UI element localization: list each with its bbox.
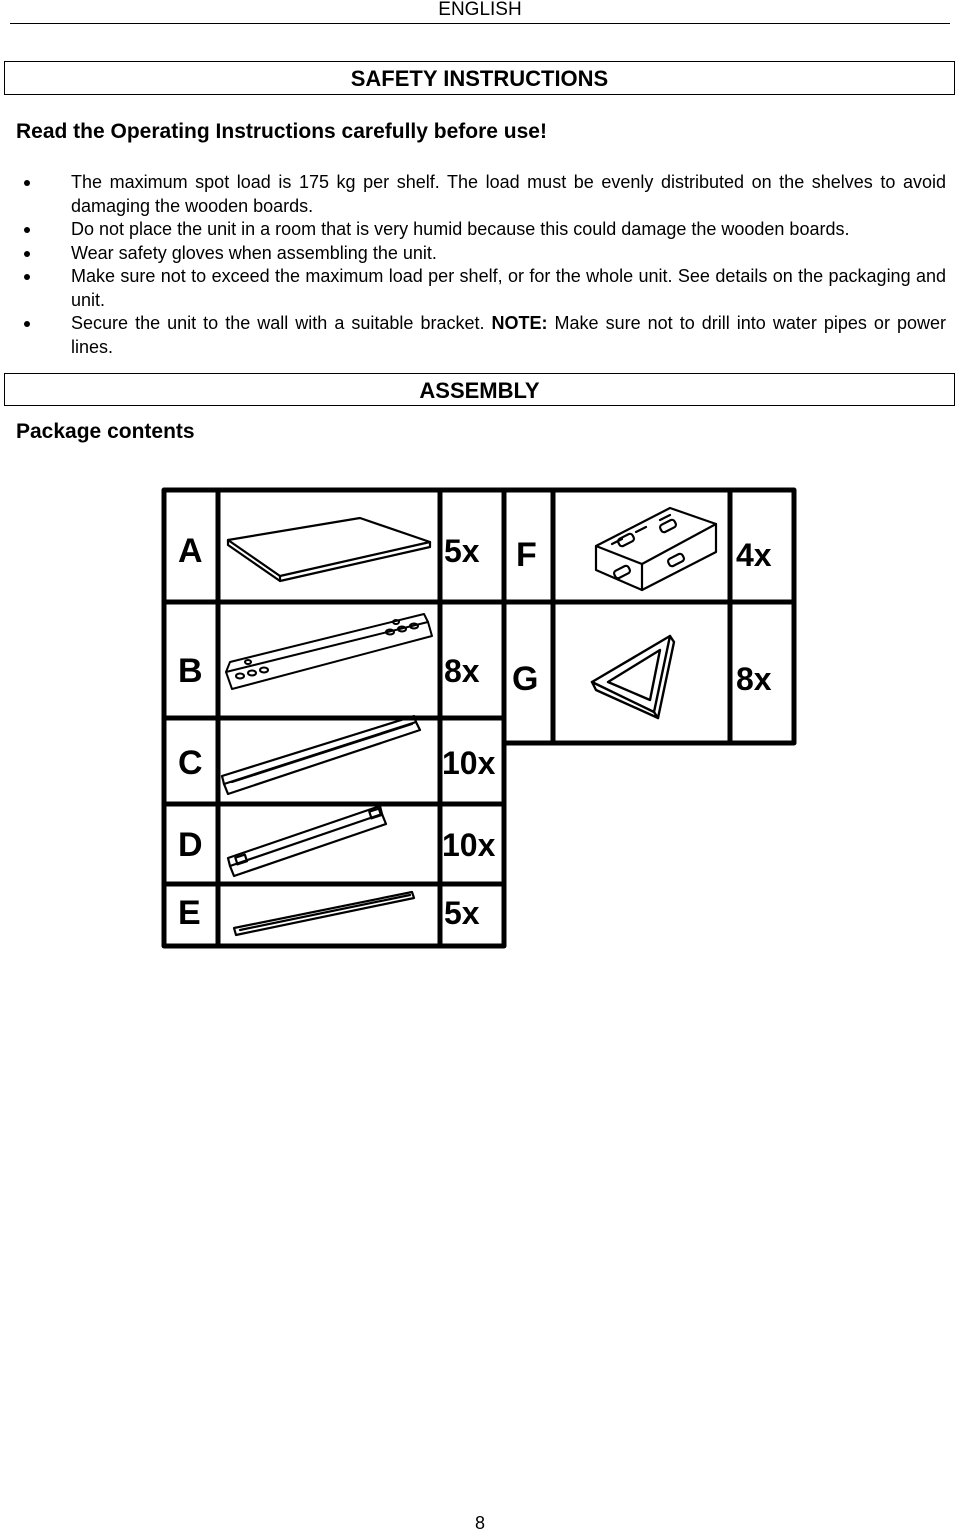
part-letter-g: G bbox=[512, 660, 539, 698]
safety-bullet-text: Make sure not to exceed the maximum load per shelf, or for the whole unit. See details on the packaging and unit. bbox=[71, 266, 946, 310]
safety-bullet-text: The maximum spot load is 175 kg per shelf. The load must be evenly distributed on the shelves to avoid damaging the wooden boards. bbox=[71, 172, 946, 216]
bullet-icon bbox=[24, 251, 30, 257]
part-letter-b: B bbox=[178, 652, 203, 690]
safety-bullet bbox=[0, 218, 960, 242]
part-letter-e: E bbox=[178, 894, 201, 932]
safety-instructions-heading: SAFETY INSTRUCTIONS bbox=[4, 61, 955, 95]
part-qty-a: 5x bbox=[444, 533, 480, 569]
part-letter-c: C bbox=[178, 744, 203, 782]
cross-bar-icon bbox=[234, 892, 414, 935]
part-qty-g: 8x bbox=[736, 661, 772, 697]
safety-lead-text: Read the Operating Instructions carefully before use! bbox=[16, 120, 547, 143]
safety-bullet-list bbox=[0, 171, 960, 359]
package-contents-heading: Package contents bbox=[16, 420, 195, 443]
safety-bullet-text: Make sure not to drill into water pipes or power lines. bbox=[71, 313, 946, 357]
safety-bullet bbox=[0, 171, 960, 218]
package-contents-diagram bbox=[160, 484, 800, 959]
part-qty-e: 5x bbox=[444, 895, 480, 931]
note-label: NOTE: bbox=[491, 313, 548, 333]
corner-bracket-icon bbox=[596, 508, 716, 590]
short-beam-icon bbox=[228, 806, 386, 876]
part-qty-b: 8x bbox=[444, 653, 480, 689]
bullet-icon bbox=[24, 180, 30, 186]
part-letter-a: A bbox=[178, 532, 203, 570]
language-header: ENGLISH bbox=[438, 0, 522, 20]
part-qty-c: 10x bbox=[442, 745, 496, 781]
page-number: 8 bbox=[474, 1513, 485, 1533]
part-qty-f: 4x bbox=[736, 537, 772, 573]
safety-bullet-text: Wear safety gloves when assembling the unit. bbox=[71, 242, 437, 263]
shelf-board-icon bbox=[228, 518, 430, 581]
safety-bullet bbox=[0, 265, 960, 312]
bullet-icon bbox=[24, 227, 30, 233]
long-beam-icon bbox=[222, 716, 420, 794]
angle-profile-icon bbox=[226, 614, 432, 689]
assembly-heading: ASSEMBLY bbox=[4, 373, 955, 406]
part-qty-d: 10x bbox=[442, 827, 496, 863]
triangle-brace-icon bbox=[592, 636, 674, 718]
header-divider bbox=[10, 23, 950, 24]
safety-bullet-text: Secure the unit to the wall with a suitable bracket. bbox=[71, 313, 492, 333]
bullet-icon bbox=[24, 321, 30, 327]
part-letter-f: F bbox=[516, 536, 537, 574]
bullet-icon bbox=[24, 274, 30, 280]
safety-bullet-text: Do not place the unit in a room that is very humid because this could damage the wooden boards. bbox=[71, 219, 850, 239]
safety-bullet bbox=[0, 312, 960, 359]
part-letter-d: D bbox=[178, 826, 203, 864]
safety-bullet bbox=[0, 242, 960, 266]
